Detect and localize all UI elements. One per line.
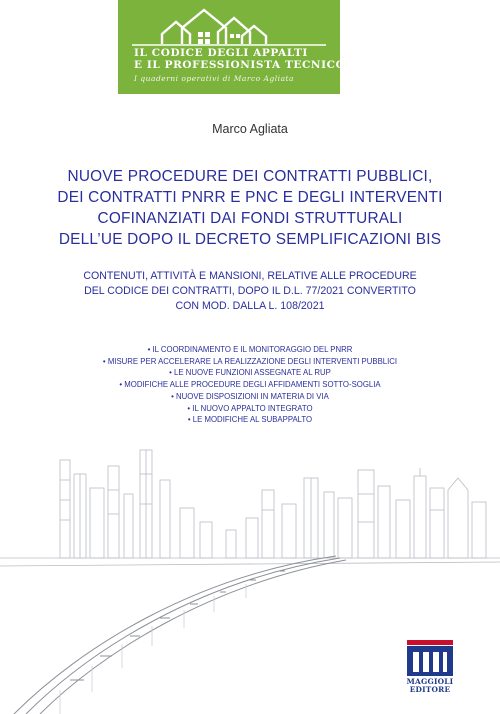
subtitle-line: CONTENUTI, ATTIVITÀ E MANSIONI, RELATIVE ALLE PROCEDURE: [83, 270, 417, 282]
topic-item: • IL COORDINAMENTO E IL MONITORAGGIO DEL PNRR: [0, 344, 500, 356]
topics-list: [0, 344, 500, 426]
publisher-name-line1: MAGGIOLI: [406, 677, 454, 686]
topic-item: • MODIFICHE ALLE PROCEDURE DEGLI AFFIDAMENTI SOTTO-SOGLIA: [0, 379, 500, 391]
topic-item: • NUOVE DISPOSIZIONI IN MATERIA DI VIA: [0, 391, 500, 403]
houses-logo-icon: [118, 6, 340, 46]
series-title-line1: IL CODICE DEGLI APPALTI: [134, 47, 308, 59]
book-subtitle: [30, 269, 470, 314]
publisher-logo: [401, 638, 459, 698]
title-line: COFINANZIATI DAI FONDI STRUTTURALI: [97, 210, 403, 227]
series-banner: [118, 0, 346, 94]
title-line: DELL’UE DOPO IL DECRETO SEMPLIFICAZIONI BIS: [58, 231, 442, 248]
topic-item: • LE NUOVE FUNZIONI ASSEGNATE AL RUP: [0, 367, 500, 379]
subtitle-line: CON MOD. DALLA L. 108/2021: [175, 300, 325, 312]
topic-item: • LE MODIFICHE AL SUBAPPALTO: [0, 414, 500, 426]
title-line: DEI CONTRATTI PNRR E PNC E DEGLI INTERVENTI: [57, 189, 443, 206]
subtitle-line: DEL CODICE DEI CONTRATTI, DOPO IL D.L. 77/2021 CONVERTITO: [84, 285, 416, 297]
publisher-name-line2: EDITORE: [409, 685, 451, 694]
author-name: Marco Agliata: [212, 122, 288, 136]
book-title: [20, 166, 480, 250]
topic-item: • MISURE PER ACCELERARE LA REALIZZAZIONE DEGLI INTERVENTI PUBBLICI: [0, 356, 500, 368]
maggioli-mark-icon: [401, 638, 459, 678]
series-title-line2: E IL PROFESSIONISTA TECNICO: [134, 59, 346, 71]
topic-item: • IL NUOVO APPALTO INTEGRATO: [0, 403, 500, 415]
title-line: NUOVE PROCEDURE DEI CONTRATTI PUBBLICI,: [67, 168, 433, 185]
series-subtitle: I quaderni operativi di Marco Agliata: [134, 74, 295, 83]
publisher-name: [401, 678, 459, 694]
